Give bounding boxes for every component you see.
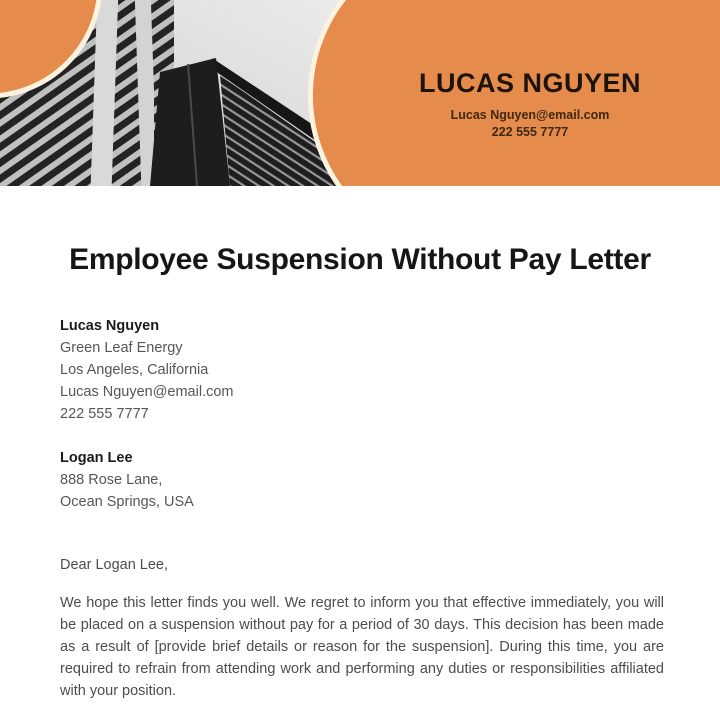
banner-contact-card	[400, 68, 660, 141]
header-banner	[0, 0, 720, 186]
recipient-name: Logan Lee	[60, 450, 133, 466]
sender-name: Lucas Nguyen	[60, 318, 160, 334]
banner-phone: 222 555 7777	[491, 125, 569, 139]
sender-location: Los Angeles, California	[60, 362, 209, 378]
sender-company: Green Leaf Energy	[60, 340, 183, 356]
recipient-address-block	[60, 447, 194, 513]
sender-phone: 222 555 7777	[60, 406, 149, 422]
recipient-address-line2: Ocean Springs, USA	[60, 494, 194, 510]
letter-body-paragraph: We hope this letter finds you well. We regret to inform you that effective immediately, you will be placed on a suspension without pay for a period of 30 days. This decision has been made as a result of [provide brief details or reason for the suspension]. During this time, you are required to refrain from attending work and performing any duties or responsibilities affiliated with your position.	[60, 595, 664, 699]
banner-name: LUCAS NGUYEN	[418, 68, 641, 98]
sender-address-block	[60, 315, 234, 425]
letter-title: Employee Suspension Without Pay Letter	[69, 243, 651, 276]
sender-email: Lucas Nguyen@email.com	[60, 384, 234, 400]
salutation: Dear Logan Lee,	[60, 557, 169, 573]
banner-email: Lucas Nguyen@email.com	[450, 108, 610, 122]
recipient-address-line1: 888 Rose Lane,	[60, 472, 163, 488]
